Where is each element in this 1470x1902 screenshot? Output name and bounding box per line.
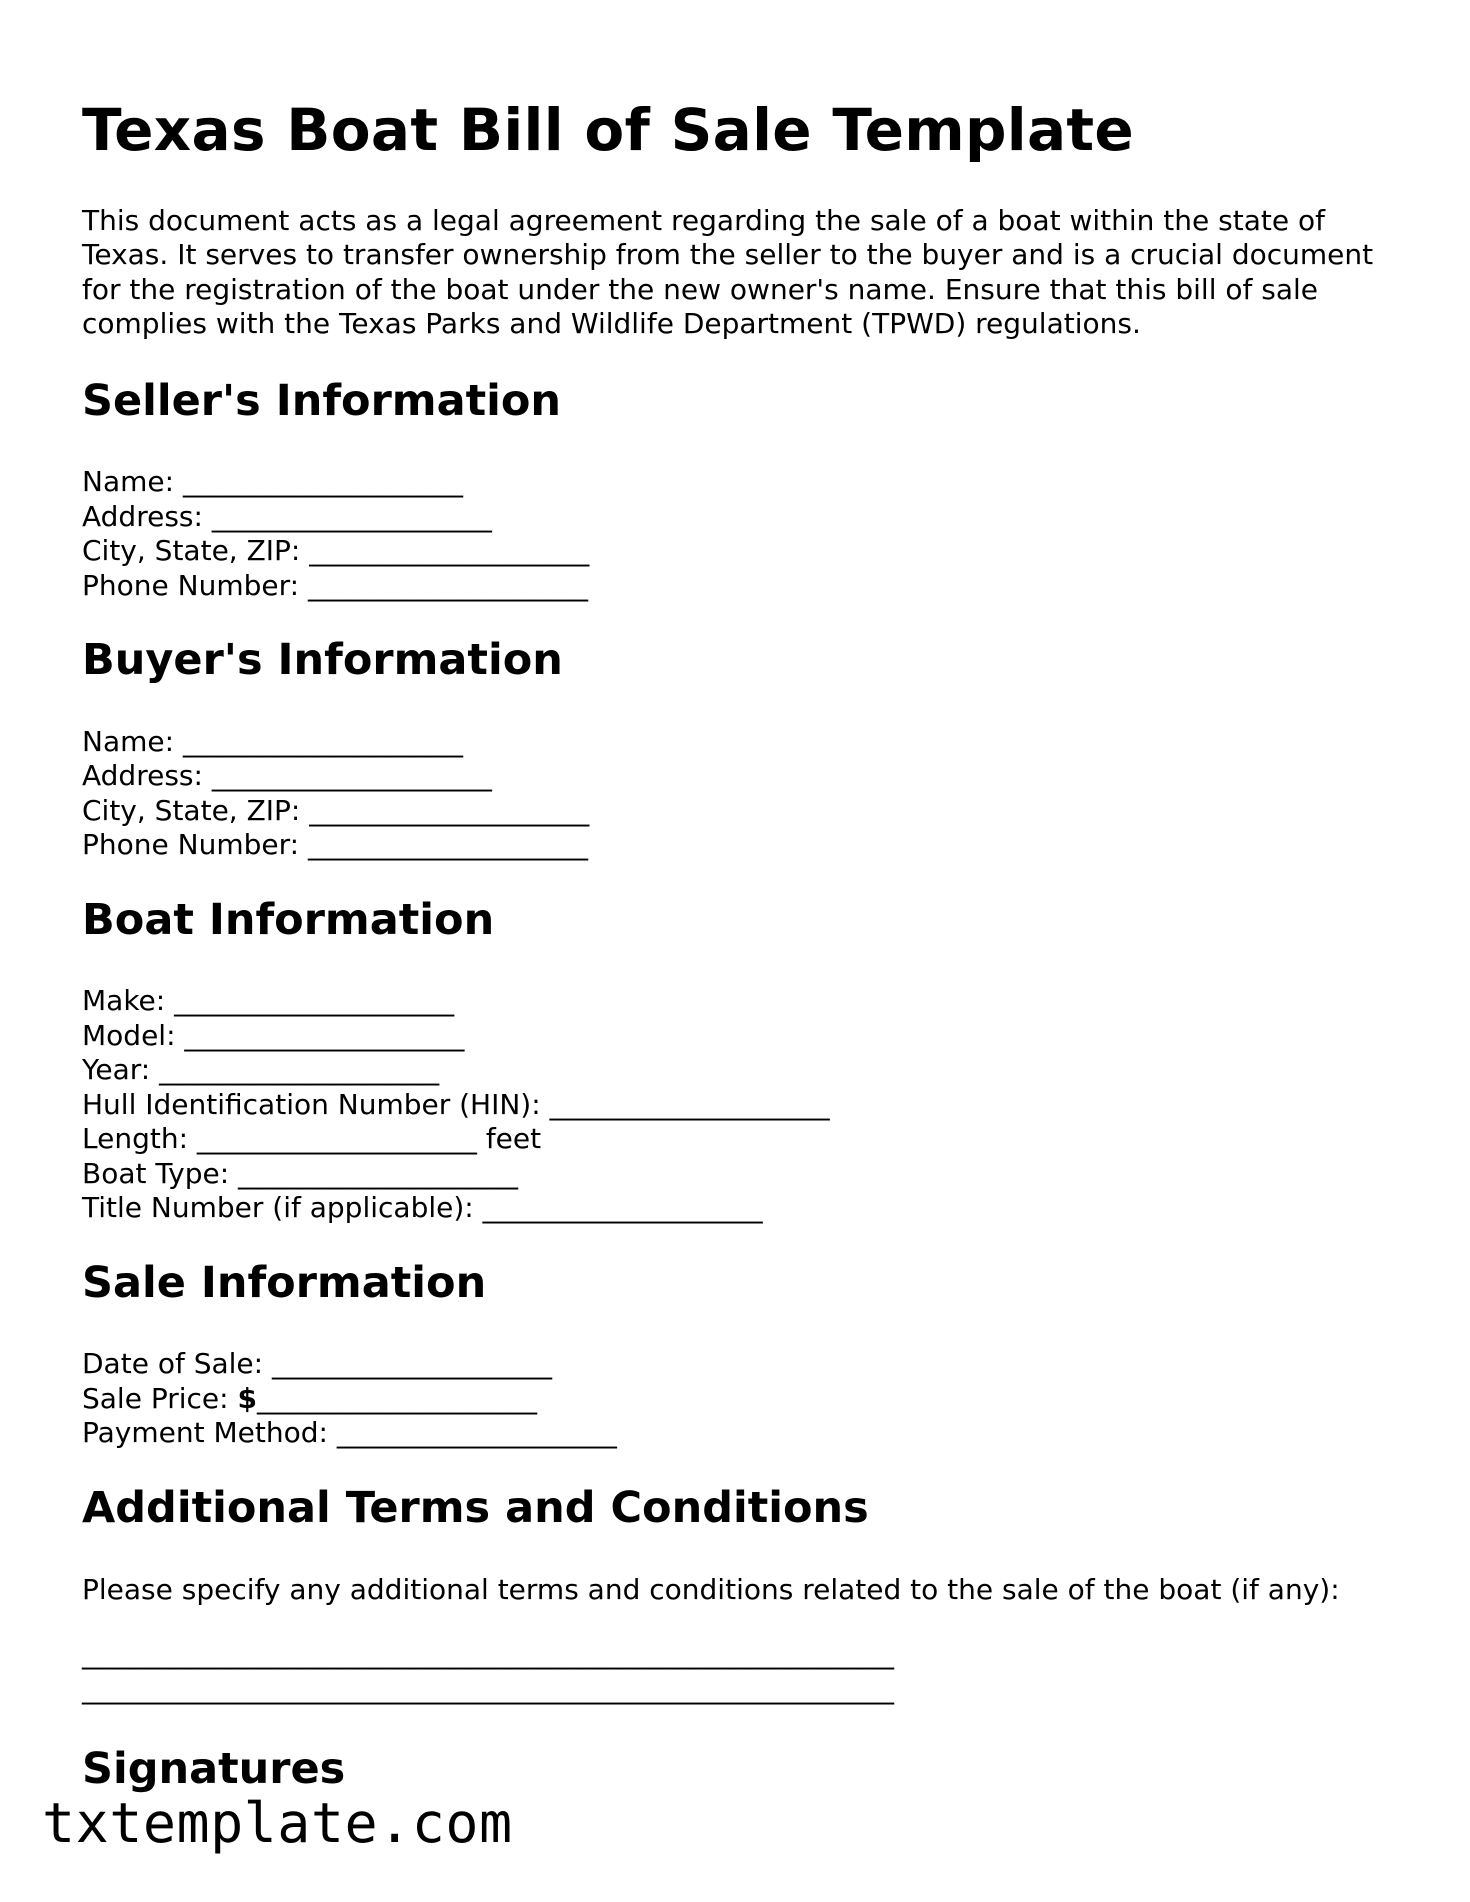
field-blank[interactable]: ____________________ xyxy=(336,1416,617,1450)
sale-price-field[interactable] xyxy=(82,1382,1412,1417)
length-unit: feet xyxy=(476,1122,542,1156)
field-blank[interactable]: ____________________ xyxy=(182,465,463,499)
boat-length-field[interactable] xyxy=(82,1122,1412,1157)
seller-heading: Seller's Information xyxy=(82,375,562,426)
field-blank[interactable]: ____________________ xyxy=(549,1087,830,1121)
document-title: Texas Boat Bill of Sale Template xyxy=(82,96,1135,164)
field-label: Name: xyxy=(82,724,183,758)
buyer-phone-field[interactable] xyxy=(82,828,1412,863)
field-blank[interactable]: ____________________ xyxy=(174,984,455,1018)
sale-heading: Sale Information xyxy=(82,1257,487,1308)
buyer-fields xyxy=(82,725,1412,863)
field-label: Phone Number: xyxy=(82,828,308,862)
field-label: Address: xyxy=(82,759,212,793)
sale-date-field[interactable] xyxy=(82,1347,1412,1382)
field-label: Boat Type: xyxy=(82,1156,239,1190)
field-blank[interactable]: ____________________ xyxy=(307,828,588,862)
document-page xyxy=(82,96,1412,1834)
field-blank[interactable]: ____________________ xyxy=(196,1122,477,1156)
field-blank[interactable]: ____________________ xyxy=(211,499,492,533)
boat-year-field[interactable] xyxy=(82,1053,1412,1088)
field-label: Address: xyxy=(82,499,212,533)
boat-fields xyxy=(82,984,1412,1226)
terms-lines xyxy=(82,1637,1412,1706)
field-label: Date of Sale: xyxy=(82,1347,272,1381)
seller-fields xyxy=(82,465,1412,603)
field-blank[interactable]: ____________________ xyxy=(309,793,590,827)
boat-heading: Boat Information xyxy=(82,894,495,945)
buyer-name-field[interactable] xyxy=(82,725,1412,760)
field-label: Phone Number: xyxy=(82,568,308,602)
field-blank[interactable]: ____________________ xyxy=(309,534,590,568)
field-blank[interactable]: ____________________ xyxy=(184,1018,465,1052)
field-label: City, State, ZIP: xyxy=(82,534,310,568)
dollar-sign: $ xyxy=(237,1381,257,1415)
signatures-heading: Signatures xyxy=(82,1744,346,1795)
terms-line-2[interactable]: __________________________________________________________ xyxy=(82,1671,894,1705)
field-blank[interactable]: ____________________ xyxy=(159,1053,440,1087)
boat-type-field[interactable] xyxy=(82,1157,1412,1192)
buyer-heading: Buyer's Information xyxy=(82,635,563,686)
terms-line-1[interactable]: __________________________________________________________ xyxy=(82,1637,894,1671)
field-label: Length: xyxy=(82,1122,197,1156)
terms-note: Please specify any additional terms and conditions related to the sale of the boat (if any): xyxy=(82,1572,1340,1606)
field-blank[interactable]: ____________________ xyxy=(182,724,463,758)
boat-model-field[interactable] xyxy=(82,1019,1412,1054)
boat-make-field[interactable] xyxy=(82,984,1412,1019)
field-blank[interactable]: ____________________ xyxy=(271,1347,552,1381)
field-label: Payment Method: xyxy=(82,1416,337,1450)
field-blank[interactable]: ____________________ xyxy=(211,759,492,793)
field-blank[interactable]: ____________________ xyxy=(256,1381,537,1415)
seller-address-field[interactable] xyxy=(82,500,1412,535)
boat-hin-field[interactable] xyxy=(82,1088,1412,1123)
field-label: Year: xyxy=(82,1053,160,1087)
field-label: Title Number (if applicable): xyxy=(82,1191,483,1225)
sale-payment-field[interactable] xyxy=(82,1416,1412,1451)
buyer-city-field[interactable] xyxy=(82,794,1412,829)
field-label: City, State, ZIP: xyxy=(82,793,310,827)
field-label: Hull Identification Number (HIN): xyxy=(82,1087,550,1121)
field-blank[interactable]: ____________________ xyxy=(307,568,588,602)
seller-phone-field[interactable] xyxy=(82,569,1412,604)
field-label: Model: xyxy=(82,1018,185,1052)
field-label: Make: xyxy=(82,984,175,1018)
watermark: txtemplate.com xyxy=(42,1791,513,1855)
buyer-address-field[interactable] xyxy=(82,759,1412,794)
boat-title-number-field[interactable] xyxy=(82,1191,1412,1226)
field-label: Sale Price: xyxy=(82,1381,238,1415)
seller-city-field[interactable] xyxy=(82,534,1412,569)
field-blank[interactable]: ____________________ xyxy=(238,1156,519,1190)
sale-fields xyxy=(82,1347,1412,1451)
field-label: Name: xyxy=(82,465,183,499)
field-blank[interactable]: ____________________ xyxy=(482,1191,763,1225)
seller-name-field[interactable] xyxy=(82,465,1412,500)
intro-paragraph: This document acts as a legal agreement regarding the sale of a boat within the state of Texas. It serves to transfer ownership from the seller to the buyer and is a crucial document for the registration of the boat under the new owner's name. Ensure that this bill of sale complies with the Texas Parks and Wildlife Department (TPWD) regulations. xyxy=(82,203,1374,341)
terms-heading: Additional Terms and Conditions xyxy=(82,1482,869,1533)
